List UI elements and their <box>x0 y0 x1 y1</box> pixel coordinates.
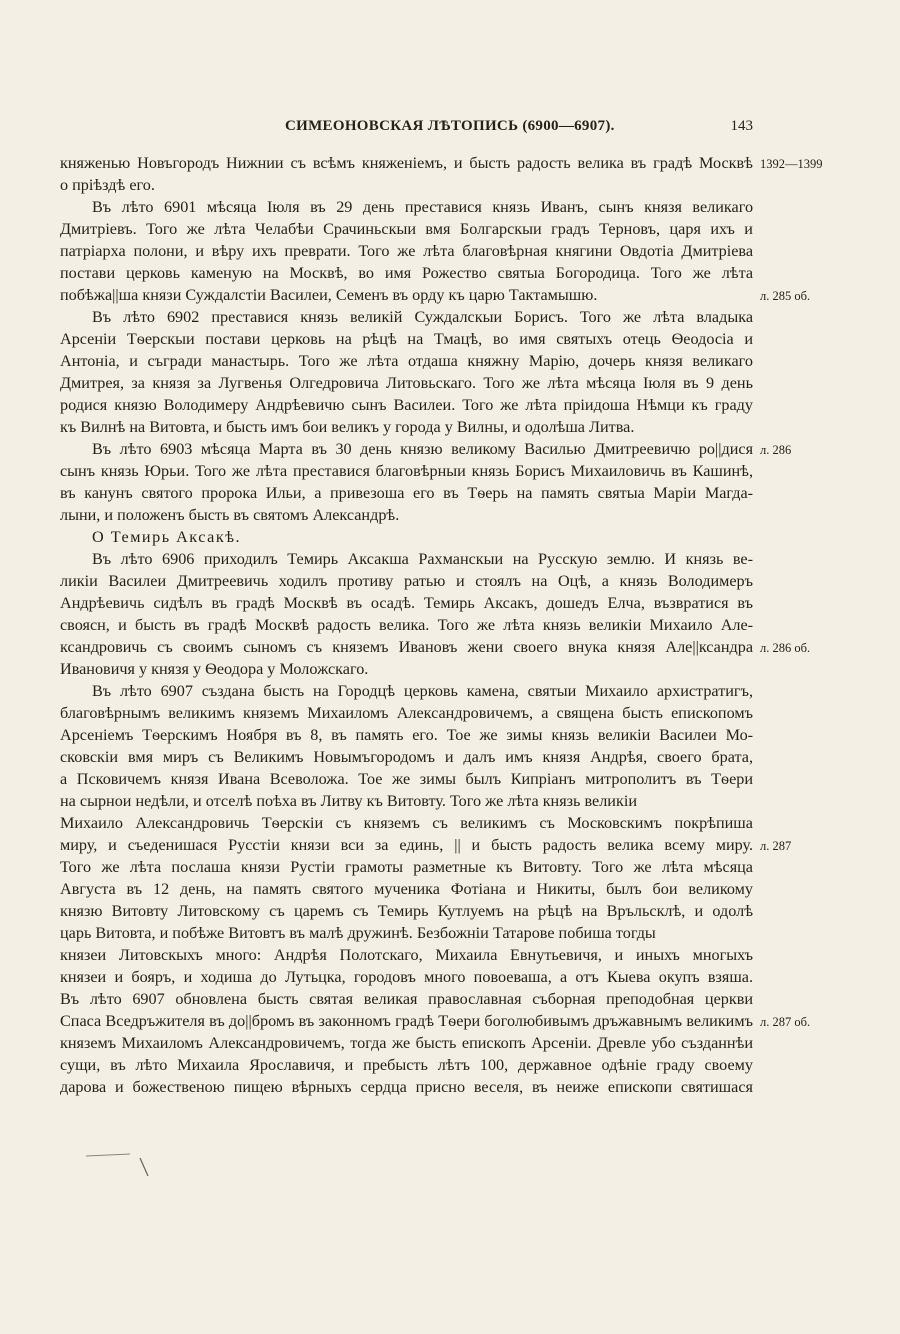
text-line <box>60 724 753 746</box>
line-text: Въ лѣто 6907 обновлена бысть святая великая православная съборная преподобная церкви <box>60 990 754 1008</box>
line-text: постави церковь каменую на Москвѣ, во имя Рожество святыа Богородица. Того же лѣта <box>60 264 754 282</box>
line-text: Въ лѣто 6901 мѣсяца Іюля въ 29 день преставися князь Иванъ, сынъ князя великаго <box>92 198 754 216</box>
text-line <box>60 790 753 812</box>
text-line <box>60 592 753 614</box>
line-text: князеи Литовскыхъ много: Андрѣя Полотскаго, Михаила Евнутьевичя, и иныхъ многыхъ <box>60 946 753 964</box>
line-text: Антоніа, и съгради манастырь. Того же лѣта отдаша княжну Марію, дочерь князя великаго <box>60 352 753 370</box>
line-text: Арсеніи Тѳерскыи постави церковь на рѣцѣ на Тмацѣ, во имя святыхъ отець Ѳеодосіа и <box>60 330 754 348</box>
line-text: патріарха полони, и вѣру ихъ преврати. Того же лѣта благовѣрная княгини Овдотіа Дмитріева <box>60 242 754 260</box>
line-text: Дмитріевъ. Того же лѣта Челабѣи Срачиньскыи вмя Болгарскыи градъ Терновъ, царя ихъ и <box>60 220 753 238</box>
line-text: князеи и бояръ, и ходиша до Лутьцка, городовъ много повоеваша, а отъ Кыева окупъ взяша. <box>60 968 754 986</box>
line-text: ксандровичь съ своимъ сыномъ съ княземъ Ивановъ жени своего внука князя Але||ксандра <box>60 638 754 656</box>
text-line <box>60 614 753 636</box>
text-line <box>60 1032 753 1054</box>
line-text: Арсеніемъ Тѳерскимъ Ноября въ 8, въ память его. Тое же зимы князь великіи Василеи Мо- <box>60 726 754 744</box>
text-line <box>60 1010 811 1032</box>
text-line <box>60 240 753 262</box>
margin-note: л. 287 об. <box>760 1015 811 1029</box>
line-text: дарова и божественою пищею вѣрныхъ сердца присно веселя, въ неиже епископи святишася <box>60 1078 753 1096</box>
text-line <box>60 570 753 592</box>
text-line <box>60 548 753 570</box>
text-line <box>60 1054 753 1076</box>
text-line <box>60 482 753 504</box>
line-text: родися князю Володимеру Андрѣевичю сынъ Василеи. Того же лѣта пріидоша Нѣмци къ граду <box>60 396 753 414</box>
line-text: Августа въ 12 день, на память святого мученика Фотіана и Никиты, былъ бои великому <box>60 880 754 898</box>
line-text: княженью Новъгородъ Нижнии съ всѣмъ княженіемъ, и бысть радость велика въ градѣ Москвѣ <box>60 154 753 172</box>
page-header <box>60 118 753 140</box>
margin-note: л. 285 об. <box>760 289 811 303</box>
text-line <box>60 328 753 350</box>
text-line <box>60 856 753 878</box>
text-line <box>60 306 753 328</box>
line-text: Михаило Александровичь Тѳерскіи съ княземъ съ великимъ съ Московскимъ покрѣпиша <box>60 814 753 832</box>
running-title: СИМЕОНОВСКАЯ ЛѢТОПИСЬ (6900—6907). <box>285 118 615 134</box>
line-text: на сырнои недѣли, и отселѣ поѣха въ Литву къ Витовту. Того же лѣта князь великіи <box>60 792 637 810</box>
text-line <box>60 262 753 284</box>
text-line <box>60 746 753 768</box>
text-line <box>60 196 753 218</box>
text-line <box>60 372 753 394</box>
text-line <box>60 966 753 988</box>
text-line <box>60 174 753 196</box>
line-text: Дмитрея, за князя за Лугвенья Олгедровича Литовьскаго. Того же лѣта мѣсяца Іюля въ 9 день <box>60 374 753 392</box>
text-line <box>60 944 753 966</box>
page-number: 143 <box>730 118 753 134</box>
text-line <box>60 900 753 922</box>
line-text: Ивановичя у князя у Ѳеодора у Моложскаго. <box>60 660 369 678</box>
text-line <box>60 504 753 526</box>
line-text: побѣжа||ша князи Суждалстіи Василеи, Семенъ въ орду къ царю Тактамышю. <box>60 286 598 304</box>
line-text: а Псковичемъ князя Ивана Всеволожа. Тое же зимы былъ Кипріанъ митрополитъ въ Тѳери <box>60 770 754 788</box>
line-text: Въ лѣто 6906 приходилъ Темирь Аксакша Рахманскыи на Русскую землю. И князь ве- <box>92 550 753 568</box>
text-line <box>60 878 753 900</box>
text-line <box>60 460 753 482</box>
line-text: О Темирь Аксакѣ. <box>92 528 242 546</box>
line-text: своясн, и бысть въ градѣ Москвѣ радость велика. Того же лѣта князь великіи Михаило Але- <box>60 616 754 634</box>
section-heading <box>60 526 753 548</box>
line-text: къ Вилнѣ на Витовта, и бысть имъ бои великъ у города у Вилны, и одолѣша Литва. <box>60 418 635 436</box>
line-text: царь Витовта, и побѣже Витовтъ въ малѣ дружинѣ. Безбожніи Татарове побиша тогды <box>60 924 656 942</box>
margin-note: л. 287 <box>760 839 792 853</box>
text-line <box>60 438 792 460</box>
text-line <box>60 218 753 240</box>
line-text: Въ лѣто 6907 създана бысть на Городцѣ церковь камена, святыи Михаило архистратигъ, <box>92 682 753 700</box>
text-line <box>60 416 753 438</box>
line-text: князю Витовту Литовскому съ царемъ съ Темирь Кутлуемъ на рѣцѣ на Връльсклѣ, и одолѣ <box>60 902 754 920</box>
line-text: сынъ князь Юрьи. Того же лѣта преставися благовѣрныи князь Борисъ Михаиловичь въ Кашинѣ, <box>60 462 753 480</box>
line-text: Въ лѣто 6903 мѣсяца Марта въ 30 день князю великому Василью Дмитреевичю ро||дися <box>92 440 754 458</box>
text-line <box>60 812 753 834</box>
text-line <box>60 680 753 702</box>
text-line <box>60 768 753 790</box>
margin-note: л. 286 <box>760 443 792 457</box>
text-line <box>60 988 753 1010</box>
text-line <box>60 350 753 372</box>
margin-note: л. 286 об. <box>760 641 811 655</box>
text-line <box>60 152 823 174</box>
line-text: благовѣрнымъ великимъ княземъ Михаиломъ Александровичемъ, а священа бысть епископомъ <box>60 704 753 722</box>
line-text: княземъ Михаиломъ Александровичемъ, тогда же бысть епископъ Арсеніи. Древле убо създаннѣи <box>60 1034 754 1052</box>
line-text: въ канунъ святого пророка Ильи, а привезоша его въ Тѳерь на память святыа Маріи Магда- <box>60 484 754 502</box>
line-text: миру, и съеденишася Русстіи князи вси за единь, || и бысть радость велика всему миру. <box>60 836 754 854</box>
stray-pen-mark <box>86 1150 166 1190</box>
text-line <box>60 636 811 658</box>
line-text: ликіи Василеи Дмитреевичь ходилъ противу ратью и стоялъ на Оцѣ, а князь Володимеръ <box>60 572 754 590</box>
line-text: Того же лѣта послаша князи Рустіи грамоты разметные къ Витовту. Того же лѣта мѣсяца <box>60 858 753 876</box>
line-text: Андрѣевичь сидѣлъ въ градѣ Москвѣ въ осадѣ. Темирь Аксакъ, дошедъ Елча, възвратися въ <box>60 594 754 612</box>
text-line <box>60 284 811 306</box>
line-text: лыни, и положенъ бысть въ святомъ Александрѣ. <box>60 506 400 524</box>
text-line <box>60 834 792 856</box>
text-line <box>60 658 753 680</box>
text-line <box>60 922 753 944</box>
line-text: о пріѣздѣ его. <box>60 176 155 194</box>
text-line <box>60 702 753 724</box>
line-text: сковскіи вмя миръ съ Великимъ Новымъгородомъ и далъ имъ князя Андрѣя, своего брата, <box>60 748 754 766</box>
text-line <box>60 394 753 416</box>
chronicle-text <box>60 152 823 1098</box>
line-text: Спаса Вседръжителя въ до||бромъ въ законномъ градѣ Тѳери боголюбивымъ дръжавнымъ великимъ <box>60 1012 753 1030</box>
text-line <box>60 1076 753 1098</box>
margin-note: 1392—1399 <box>760 157 823 171</box>
line-text: Въ лѣто 6902 преставися князь великій Суждалскыи Борисъ. Того же лѣта владыка <box>92 308 754 326</box>
line-text: сущи, въ лѣто Михаила Ярославичя, и пребысть лѣтъ 100, державное одѣніе граду своему <box>60 1056 753 1074</box>
